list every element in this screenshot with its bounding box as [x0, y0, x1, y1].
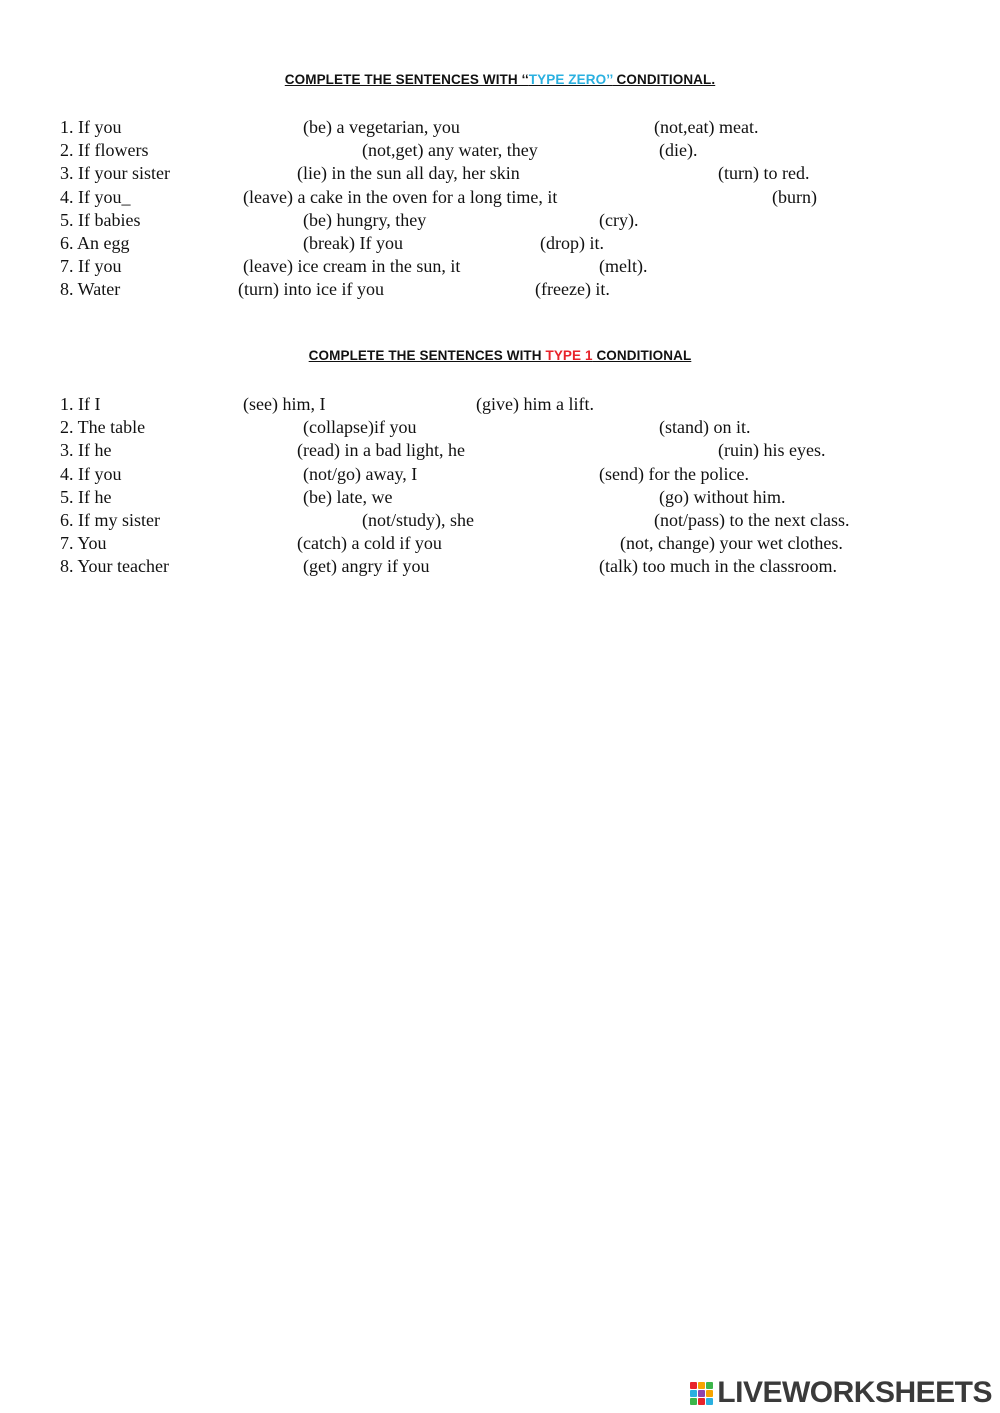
- exercise-row: [0, 393, 1000, 416]
- section-heading-type-one: [0, 348, 1000, 363]
- sentence-start: 4. If you_: [60, 186, 131, 207]
- logo-grid-icon: [690, 1382, 713, 1405]
- sentence-start: 6. An egg: [60, 233, 130, 253]
- sentence-start: 4. If you: [60, 463, 122, 484]
- exercise-row: [0, 278, 1000, 301]
- logo-square: [690, 1398, 697, 1405]
- exercise-row: [0, 463, 1000, 486]
- sentence-start: 2. If flowers: [60, 140, 149, 161]
- sentence-start: 6. If my sister: [60, 510, 160, 530]
- sentence-start: 8. Water: [60, 279, 121, 300]
- sentence-start: 1. If you: [60, 117, 122, 137]
- sentence-end: (stand) on it.: [659, 417, 751, 438]
- logo-square: [698, 1390, 705, 1397]
- heading-accent: TYPE 1: [545, 348, 593, 363]
- sentence-end: (ruin) his eyes.: [718, 440, 826, 461]
- logo-square: [690, 1382, 697, 1389]
- exercise-row: [0, 209, 1000, 232]
- sentence-middle: (catch) a cold if you: [297, 533, 442, 554]
- section-heading-type-zero: [0, 72, 1000, 87]
- sentence-end: (not, change) your wet clothes.: [620, 533, 843, 554]
- sentence-middle: (collapse)if you: [303, 417, 417, 438]
- exercise-row: [0, 486, 1000, 509]
- sentence-start: 8. Your teacher: [60, 556, 169, 577]
- sentence-start: 7. You: [60, 533, 107, 554]
- sentence-middle: (not/go) away, I: [303, 463, 418, 484]
- logo-square: [698, 1398, 705, 1405]
- sentence-start: 1. If I: [60, 394, 101, 414]
- sentence-middle: (read) in a bad light, he: [297, 440, 465, 461]
- sentence-middle: (not/study), she: [362, 510, 474, 530]
- exercise-row: [0, 162, 1000, 185]
- sentence-start: 5. If babies: [60, 209, 141, 230]
- exercise-row: [0, 416, 1000, 439]
- sentence-start: 3. If he: [60, 440, 112, 461]
- sentence-middle: (leave) a cake in the oven for a long time, it: [243, 186, 558, 207]
- sentence-middle: (not,get) any water, they: [362, 140, 538, 161]
- sentence-end: (cry).: [599, 209, 639, 230]
- exercise-row: [0, 232, 1000, 255]
- sentence-start: 3. If your sister: [60, 163, 170, 184]
- exercise-row: [0, 555, 1000, 578]
- heading-accent: TYPE ZERO’’: [528, 72, 613, 87]
- sentence-middle: (lie) in the sun all day, her skin: [297, 163, 520, 184]
- exercise-row: [0, 255, 1000, 278]
- heading-text: COMPLETE THE SENTENCES WITH: [308, 348, 546, 363]
- sentence-end: (melt).: [599, 256, 648, 277]
- exercise-row: [0, 139, 1000, 162]
- logo-square: [706, 1398, 713, 1405]
- sentence-end: (freeze) it.: [535, 279, 610, 300]
- sentence-middle: (see) him, I: [243, 394, 326, 414]
- sentence-middle: (get) angry if you: [303, 556, 430, 577]
- logo-text: LIVEWORKSHEETS: [717, 1376, 992, 1409]
- sentence-end: (die).: [659, 140, 698, 161]
- sentence-middle: (leave) ice cream in the sun, it: [243, 256, 461, 277]
- sentence-middle: (be) a vegetarian, you: [303, 117, 460, 137]
- liveworksheets-logo: [690, 1376, 992, 1410]
- exercise-row: [0, 116, 1000, 139]
- logo-square: [706, 1390, 713, 1397]
- sentence-middle: (break) If you: [303, 233, 403, 253]
- sentence-end: (not/pass) to the next class.: [654, 510, 850, 530]
- exercise-row: [0, 186, 1000, 209]
- logo-square: [690, 1390, 697, 1397]
- exercise-row: [0, 439, 1000, 462]
- sentence-start: 7. If you: [60, 256, 122, 277]
- logo-square: [698, 1382, 705, 1389]
- sentence-middle: (turn) into ice if you: [238, 279, 384, 300]
- sentence-end: (burn): [772, 186, 817, 207]
- exercise-row: [0, 509, 1000, 532]
- sentence-end: (go) without him.: [659, 486, 786, 507]
- exercise-row: [0, 532, 1000, 555]
- heading-text: CONDITIONAL: [592, 348, 692, 363]
- sentence-start: 2. The table: [60, 417, 146, 438]
- logo-square: [706, 1382, 713, 1389]
- sentence-end: (drop) it.: [540, 233, 604, 253]
- sentence-end: (talk) too much in the classroom.: [599, 556, 837, 577]
- sentence-end: (turn) to red.: [718, 163, 810, 184]
- sentence-end: (not,eat) meat.: [654, 117, 759, 137]
- sentence-start: 5. If he: [60, 486, 112, 507]
- sentence-end: (give) him a lift.: [476, 394, 594, 414]
- sentence-end: (send) for the police.: [599, 463, 749, 484]
- sentence-middle: (be) hungry, they: [303, 209, 427, 230]
- sentence-middle: (be) late, we: [303, 486, 393, 507]
- heading-text: CONDITIONAL.: [612, 72, 716, 87]
- heading-text: COMPLETE THE SENTENCES WITH ‘‘: [284, 72, 529, 87]
